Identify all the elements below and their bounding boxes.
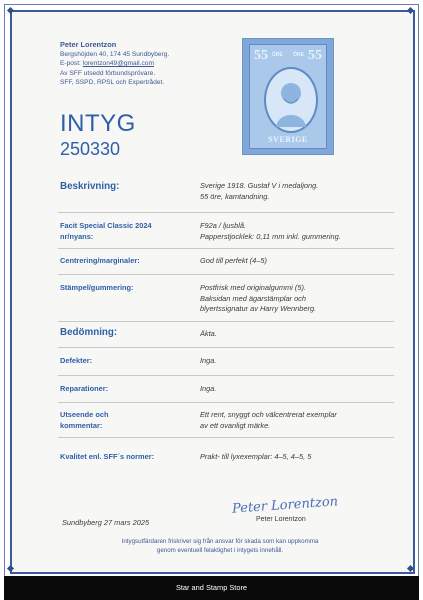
issuer-memberships: SFF, SSPD, RPSL och Expertrådet.: [60, 79, 165, 87]
label-line: kommentar:: [60, 420, 103, 430]
value-line: Baksidan med ägarstämplar och: [200, 293, 306, 303]
label-line: Utseende och: [60, 410, 109, 419]
label-kvalitet: Kvalitet enl. SFF´s normer:: [60, 452, 155, 461]
divider: [58, 375, 394, 376]
store-footer: Star and Stamp Store: [4, 576, 419, 600]
label-reparationer: Reparationer:: [60, 384, 109, 393]
value-line: F92a / ljusblå.: [200, 221, 247, 230]
divider: [58, 402, 394, 403]
value-facit: [200, 221, 390, 242]
label-utseende: [60, 410, 170, 431]
value-bedomning: Äkta.: [200, 329, 217, 338]
email-link[interactable]: lorentzon49@gmail.com: [82, 60, 154, 68]
divider: [58, 437, 394, 438]
signer-name: Peter Lorentzon: [256, 516, 306, 523]
certificate-number: 250330: [60, 139, 121, 159]
divider: [58, 321, 394, 322]
city-date: Sundbyberg 27 mars 2025: [62, 518, 150, 527]
divider: [58, 347, 394, 348]
stamp-ore-left: ÖRE: [272, 52, 283, 58]
value-centrering: God till perfekt (4–5): [200, 256, 267, 265]
label-centrering: Centrering/marginaler:: [60, 256, 140, 265]
stamp-country: SVERIGE: [268, 135, 308, 144]
label-facit: [60, 221, 170, 242]
value-defekter: Inga.: [200, 356, 217, 365]
disclaimer-line: Intygsutfärdaren friskriver sig från ansvar för skada som kan uppkomma: [121, 538, 319, 545]
label-line: Facit Special Classic 2024: [60, 221, 152, 230]
label-defekter: Defekter:: [60, 356, 93, 365]
issuer-name: Peter Lorentzon: [60, 40, 117, 49]
disclaimer: [60, 537, 380, 555]
value-line: Ett rent, snyggt och välcentrerat exemplar: [200, 410, 337, 419]
value-kvalitet: Prakt- till lyxexemplar: 4–5, 4–5, 5: [200, 452, 312, 461]
stamp-image: [242, 38, 334, 155]
value-beskrivning: [200, 181, 390, 202]
label-beskrivning: Beskrivning:: [60, 181, 120, 192]
value-utseende: [200, 410, 390, 431]
label-line: nr/nyans:: [60, 231, 94, 241]
label-stampel: Stämpel/gummering:: [60, 283, 134, 292]
portrait-icon: [266, 69, 316, 131]
value-line: blyertssignatur av Harry Wennberg.: [200, 304, 317, 313]
value-line: Papperstjocklek: 0,11 mm inkl. gummering.: [200, 231, 341, 241]
divider: [58, 248, 394, 249]
value-line: Sverige 1918. Gustaf V i medaljong.: [200, 181, 319, 190]
signature: Peter Lorentzon: [231, 494, 339, 517]
issuer-email-line: [60, 59, 230, 69]
issuer-block: [60, 40, 230, 88]
value-line: av ett ovanligt märke.: [200, 420, 271, 430]
stamp-value-right: 55: [308, 48, 322, 63]
label-bedomning: Bedömning:: [60, 327, 118, 338]
disclaimer-line: genom eventuell felaktighet i intygets innehåll.: [156, 547, 284, 554]
value-line: 55 öre, kamtandning.: [200, 191, 270, 201]
issuer-credential: Av SFF utsedd förbundsprövare.: [60, 69, 156, 77]
value-stampel: [200, 283, 390, 315]
certificate-title: INTYG: [60, 110, 136, 137]
divider: [58, 274, 394, 275]
stamp-value-left: 55: [254, 48, 268, 63]
stamp-design: [249, 44, 327, 149]
divider: [58, 212, 394, 213]
stamp-ore-right: ÖRE: [293, 52, 304, 58]
portrait-medallion: [264, 67, 318, 133]
email-label: E-post:: [60, 60, 81, 68]
issuer-address: Bergshöjden 40, 174 45 Sundbyberg.: [60, 50, 170, 58]
value-line: Postfrisk med originalgummi (5).: [200, 283, 306, 292]
value-reparationer: Inga.: [200, 384, 217, 393]
